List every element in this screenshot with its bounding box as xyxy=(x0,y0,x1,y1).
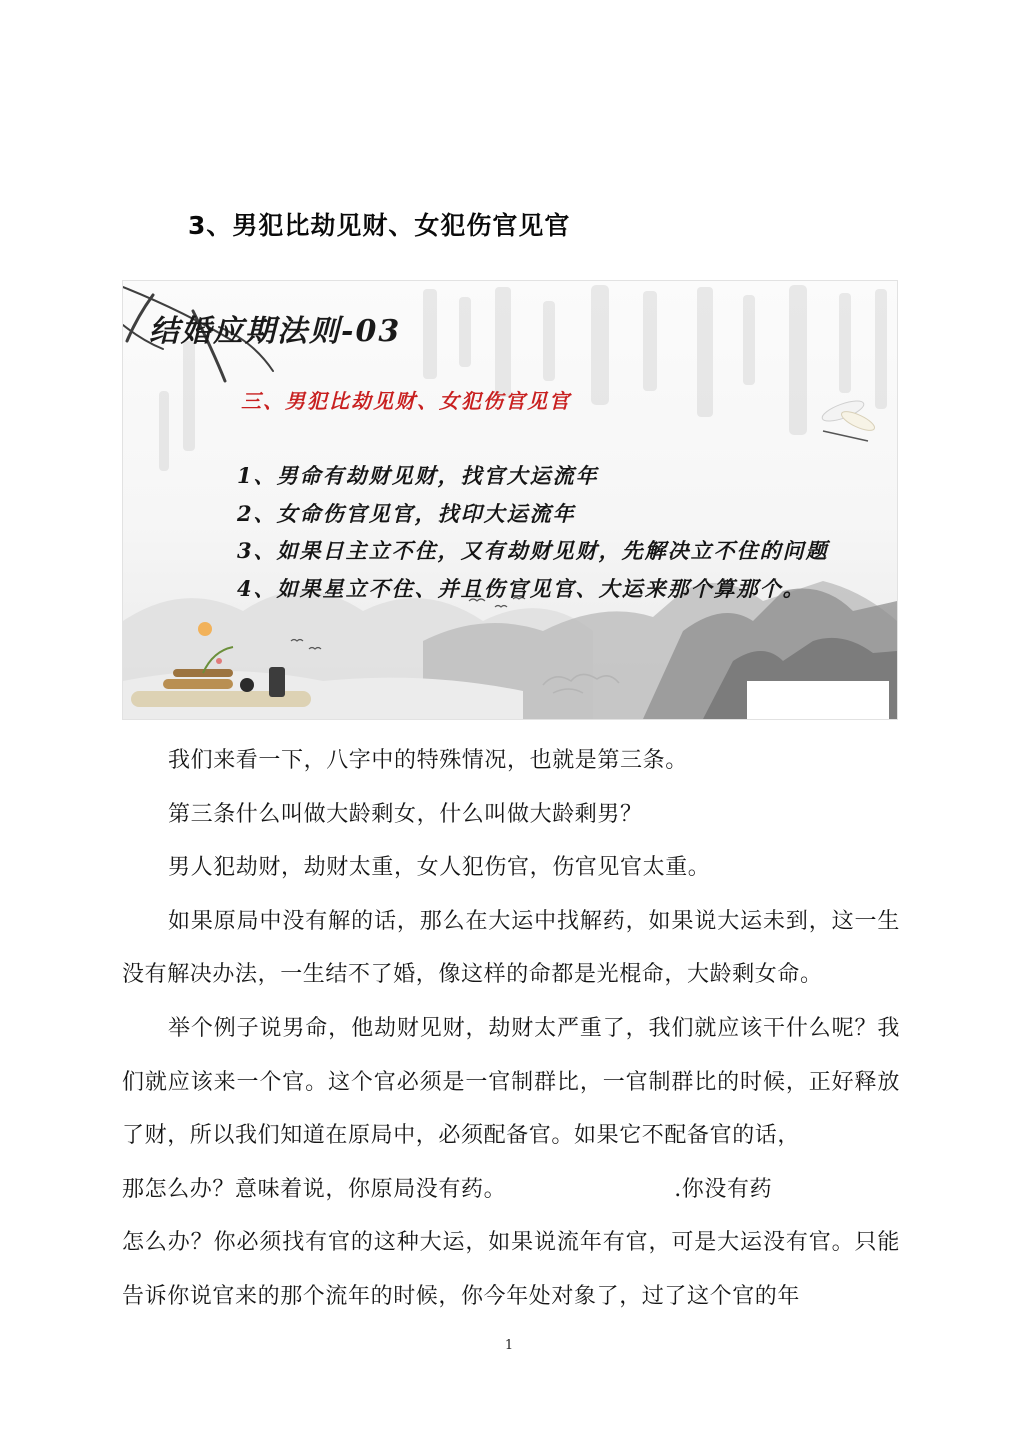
redaction-box xyxy=(747,681,889,719)
paragraph: 举个例子说男命，他劫财见财，劫财太严重了，我们就应该干什么呢？我们就应该来一个官。这个官必须是一官制群比，一官制群比的时候，正好释放了财，所以我们知道在原局中，必须配备官。如果它不配备官的话， xyxy=(122,1015,900,1149)
slide-rule-item: 2、女命伤官见官，找印大运流年 xyxy=(237,500,576,526)
section-heading: 3、男犯比劫见财、女犯伤官见官 xyxy=(188,211,571,240)
paragraph: 我们来看一下，八字中的特殊情况，也就是第三条。 xyxy=(168,748,688,773)
slide-image xyxy=(122,280,898,720)
page-number: 1 xyxy=(504,1338,514,1353)
gap-line xyxy=(122,1163,900,1217)
paragraph: 男人犯劫财，劫财太重，女人犯伤官，伤官见官太重。 xyxy=(168,855,711,881)
slide-subtitle: 三、男犯比劫见财、女犯伤官见官 xyxy=(241,389,571,413)
article-body xyxy=(122,734,900,1324)
paragraph: 如果原局中没有解的话，那么在大运中找解药，如果说大运未到，这一生没有解决办法，一生结不了婚，像这样的命都是光棍命，大龄剩女命。 xyxy=(122,908,900,988)
paragraph: 怎么办？你必须找有官的这种大运，如果说流年有官，可是大运没有官。只能告诉你说官来的那个流年的时候，你今年处对象了，过了这个官的年 xyxy=(122,1230,900,1309)
magnolia-flower xyxy=(820,397,877,441)
slide-rule-item: 3、如果日主立不住，又有劫财见财，先解决立不住的问题 xyxy=(237,538,829,563)
slide-rule-list xyxy=(237,457,829,607)
gap-line-after: .你没有药 xyxy=(674,1176,773,1202)
sun xyxy=(198,622,212,636)
slide-rule-item: 1、男命有劫财见财，找官大运流年 xyxy=(237,463,599,488)
paragraph: 第三条什么叫做大龄剩女，什么叫做大龄剩男？ xyxy=(168,801,643,827)
gap-line-before: 那怎么办？意味着说，你原局没有药。 xyxy=(122,1176,507,1202)
slide-rule-item: 4、如果星立不住、并且伤官见官、大运来那个算那个。 xyxy=(237,575,806,601)
slide-title: 结婚应期法则-03 xyxy=(149,314,402,349)
